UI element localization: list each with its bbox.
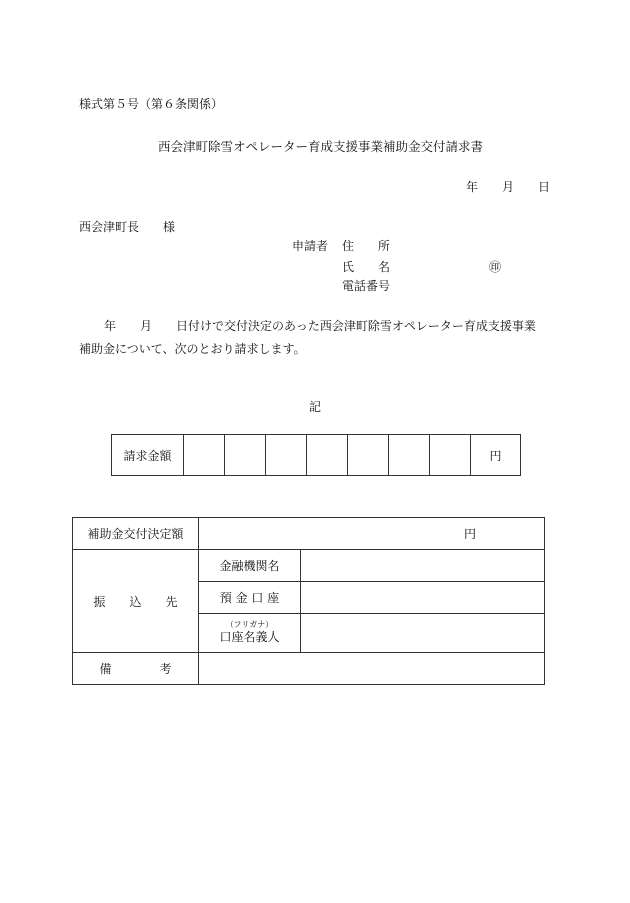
digit-cell[interactable] [307,435,348,476]
addressee: 西会津町長 様 [79,220,176,234]
digit-cell[interactable] [184,435,225,476]
name-label: 氏 名 [342,260,391,274]
kana-note: （フリガナ） [225,620,274,629]
holder-label-text: 口座名義人 [219,630,280,645]
remarks-field[interactable] [199,653,545,685]
claim-amount-table [111,434,521,476]
bank-name-label: 金融機関名 [199,550,301,582]
date-day: 日 [538,180,551,194]
digit-cell[interactable] [430,435,471,476]
account-holder-label [199,614,301,653]
furikomi-label: 振 込 先 [73,550,199,653]
bank-name-field[interactable] [301,550,545,582]
digit-cell[interactable] [389,435,430,476]
body-line-2: 補助金について、次のとおり請求します。 [79,342,306,356]
decided-amount-value[interactable]: 円 [199,518,545,550]
account-label: 預 金 口 座 [199,582,301,614]
digit-cell[interactable] [348,435,389,476]
account-holder-field[interactable] [301,614,545,653]
decided-amount-label: 補助金交付決定額 [73,518,199,550]
date-year: 年 [466,180,479,194]
transfer-info-table [72,517,545,685]
form-number: 様式第５号（第６条関係） [79,97,224,111]
yen-unit: 円 [471,435,521,476]
document-title: 西会津町除雪オペレーター育成支援事業補助金交付請求書 [158,139,484,154]
account-field[interactable] [301,582,545,614]
address-label: 住 所 [342,239,391,253]
phone-label: 電話番号 [342,279,391,293]
ki-heading: 記 [309,400,322,414]
claim-amount-label: 請求金額 [112,435,184,476]
seal-mark: ㊞ [489,260,502,274]
applicant-label: 申請者 [292,239,329,253]
body-line-1: 年 月 日付けで交付決定のあった西会津町除雪オペレーター育成支援事業 [92,319,536,333]
remarks-label: 備 考 [73,653,199,685]
digit-cell[interactable] [266,435,307,476]
digit-cell[interactable] [225,435,266,476]
date-month: 月 [502,180,515,194]
